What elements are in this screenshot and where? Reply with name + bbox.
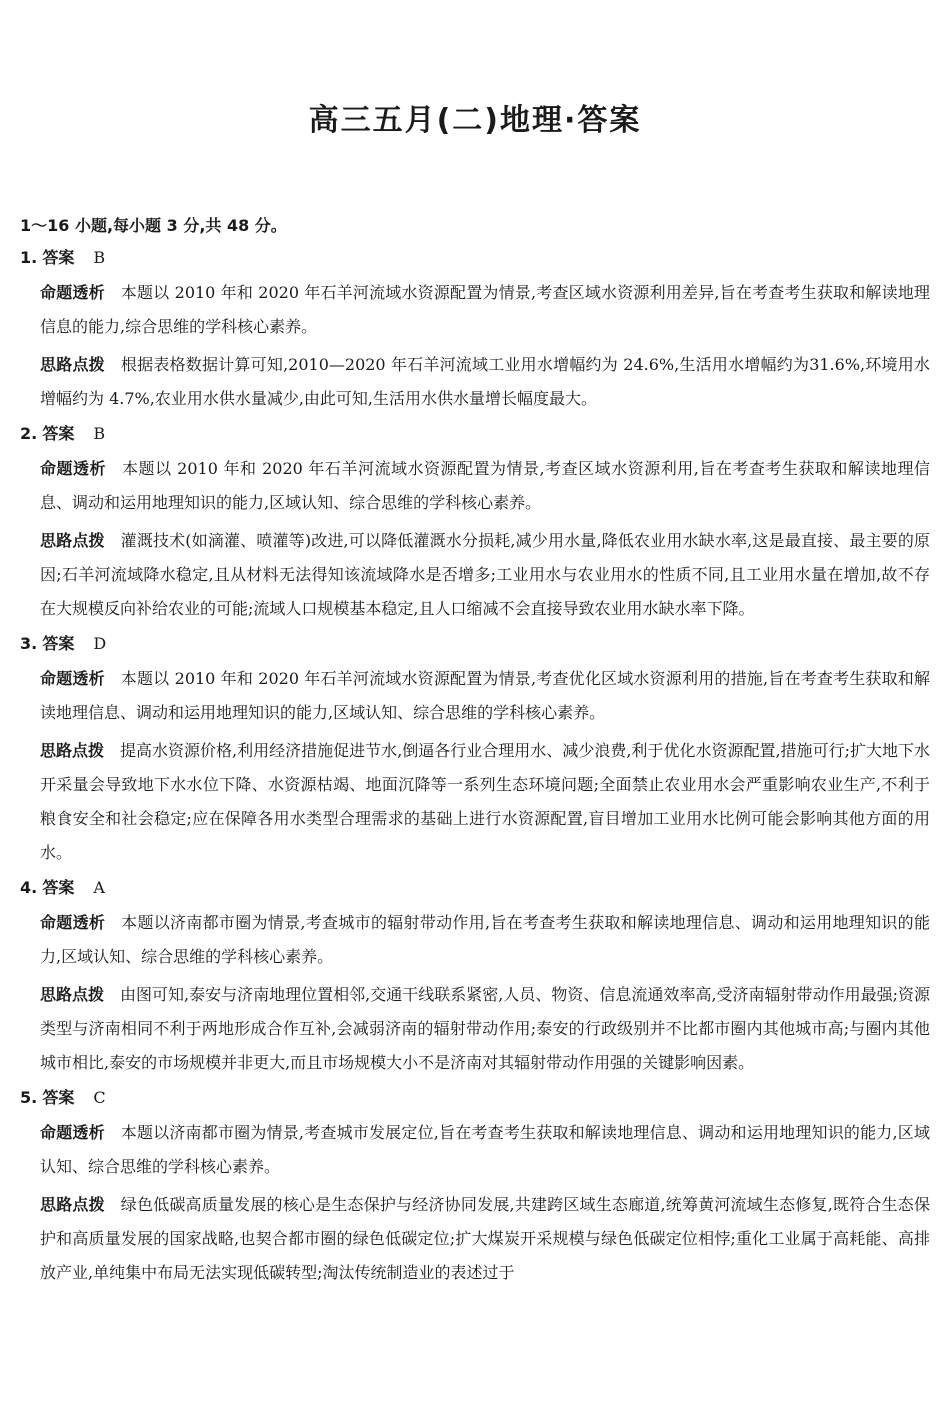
analysis-paragraph <box>20 1116 930 1184</box>
analysis-label: 命题透析 <box>40 669 105 688</box>
answer-label: 答案 <box>42 1088 75 1107</box>
reasoning-label: 思路点拨 <box>40 355 105 374</box>
answer-line <box>20 1084 930 1112</box>
answer-choice: B <box>93 248 106 267</box>
question-block <box>20 1084 930 1290</box>
reasoning-paragraph <box>20 524 930 626</box>
analysis-paragraph <box>20 452 930 520</box>
answer-label: 答案 <box>42 424 75 443</box>
answer-choice: D <box>93 634 107 653</box>
page-title: 高三五月(二)地理·答案 <box>308 103 642 138</box>
question-block <box>20 630 930 870</box>
reasoning-paragraph <box>20 348 930 416</box>
analysis-label: 命题透析 <box>40 1123 105 1142</box>
answer-line <box>20 420 930 448</box>
analysis-paragraph <box>20 276 930 344</box>
reasoning-text: 根据表格数据计算可知,2010—2020 年石羊河流域工业用水增幅约为 24.6%,生活用水增幅约为31.6%,环境用水增幅约为 4.7%,农业用水供水量减少,由此可知,生活用水供水量增长幅度最大。 <box>40 355 930 408</box>
reasoning-label: 思路点拨 <box>40 985 105 1004</box>
analysis-text: 本题以 2010 年和 2020 年石羊河流域水资源配置为情景,考查区域水资源利用差异,旨在考查考生获取和解读地理信息的能力,综合思维的学科核心素养。 <box>40 283 930 336</box>
answer-line <box>20 244 930 272</box>
question-block <box>20 244 930 416</box>
question-list <box>20 244 930 1290</box>
reasoning-text: 提高水资源价格,利用经济措施促进节水,倒逼各行业合理用水、减少浪费,利于优化水资源配置,措施可行;扩大地下水开采量会导致地下水水位下降、水资源枯竭、地面沉降等一系列生态环境问题;全面禁止农业用水会严重影响农业生产,不利于粮食安全和社会稳定;应在保障各用水类型合理需求的基础上进行水资源配置,盲目增加工业用水比例可能会影响其他方面的用水。 <box>40 741 930 862</box>
answer-choice: C <box>93 1088 106 1107</box>
question-number: 5. <box>20 1088 38 1107</box>
answer-choice: B <box>93 424 106 443</box>
question-block <box>20 420 930 626</box>
section-intro: 1～16 小题,每小题 3 分,共 48 分。 <box>20 216 287 235</box>
analysis-paragraph <box>20 662 930 730</box>
question-block <box>20 874 930 1080</box>
reasoning-text: 绿色低碳高质量发展的核心是生态保护与经济协同发展,共建跨区域生态廊道,统筹黄河流域生态修复,既符合生态保护和高质量发展的国家战略,也契合都市圈的绿色低碳定位;扩大煤炭开采规模与绿色低碳定位相悖;重化工业属于高耗能、高排放产业,单纯集中布局无法实现低碳转型;淘汰传统制造业的表述过于 <box>40 1195 930 1282</box>
analysis-text: 本题以济南都市圈为情景,考查城市发展定位,旨在考查考生获取和解读地理信息、调动和运用地理知识的能力,区域认知、综合思维的学科核心素养。 <box>40 1123 930 1176</box>
analysis-label: 命题透析 <box>40 283 105 302</box>
reasoning-label: 思路点拨 <box>40 531 105 550</box>
analysis-text: 本题以 2010 年和 2020 年石羊河流域水资源配置为情景,考查优化区域水资源利用的措施,旨在考查考生获取和解读地理信息、调动和运用地理知识的能力,区域认知、综合思维的学科核心素养。 <box>40 669 930 722</box>
reasoning-paragraph <box>20 978 930 1080</box>
analysis-text: 本题以 2010 年和 2020 年石羊河流域水资源配置为情景,考查区域水资源利用,旨在考查考生获取和解读地理信息、调动和运用地理知识的能力,区域认知、综合思维的学科核心素养。 <box>40 459 930 512</box>
question-number: 1. <box>20 248 38 267</box>
analysis-label: 命题透析 <box>40 459 107 478</box>
reasoning-label: 思路点拨 <box>40 741 105 760</box>
analysis-text: 本题以济南都市圈为情景,考查城市的辐射带动作用,旨在考查考生获取和解读地理信息、调动和运用地理知识的能力,区域认知、综合思维的学科核心素养。 <box>40 913 930 966</box>
answer-label: 答案 <box>42 634 75 653</box>
analysis-label: 命题透析 <box>40 913 106 932</box>
answer-line <box>20 874 930 902</box>
reasoning-text: 灌溉技术(如滴灌、喷灌等)改进,可以降低灌溉水分损耗,减少用水量,降低农业用水缺水率,这是最直接、最主要的原因;石羊河流域降水稳定,且从材料无法得知该流域降水是否增多;工业用水与农业用水的性质不同,且工业用水量在增加,故不存在大规模反向补给农业的可能;流域人口规模基本稳定,且人口缩减不会直接导致农业用水缺水率下降。 <box>40 531 930 618</box>
answer-choice: A <box>93 878 105 897</box>
question-number: 4. <box>20 878 38 897</box>
answer-label: 答案 <box>42 878 75 897</box>
reasoning-label: 思路点拨 <box>40 1195 105 1214</box>
question-number: 2. <box>20 424 38 443</box>
answer-label: 答案 <box>42 248 75 267</box>
question-number: 3. <box>20 634 38 653</box>
reasoning-paragraph <box>20 734 930 870</box>
reasoning-paragraph <box>20 1188 930 1290</box>
analysis-paragraph <box>20 906 930 974</box>
reasoning-text: 由图可知,泰安与济南地理位置相邻,交通干线联系紧密,人员、物资、信息流通效率高,受济南辐射带动作用最强;资源类型与济南相同不利于两地形成合作互补,会减弱济南的辐射带动作用;泰安的行政级别并不比都市圈内其他城市高;与圈内其他城市相比,泰安的市场规模并非更大,而且市场规模大小不是济南对其辐射带动作用强的关键影响因素。 <box>40 985 930 1072</box>
answer-line <box>20 630 930 658</box>
